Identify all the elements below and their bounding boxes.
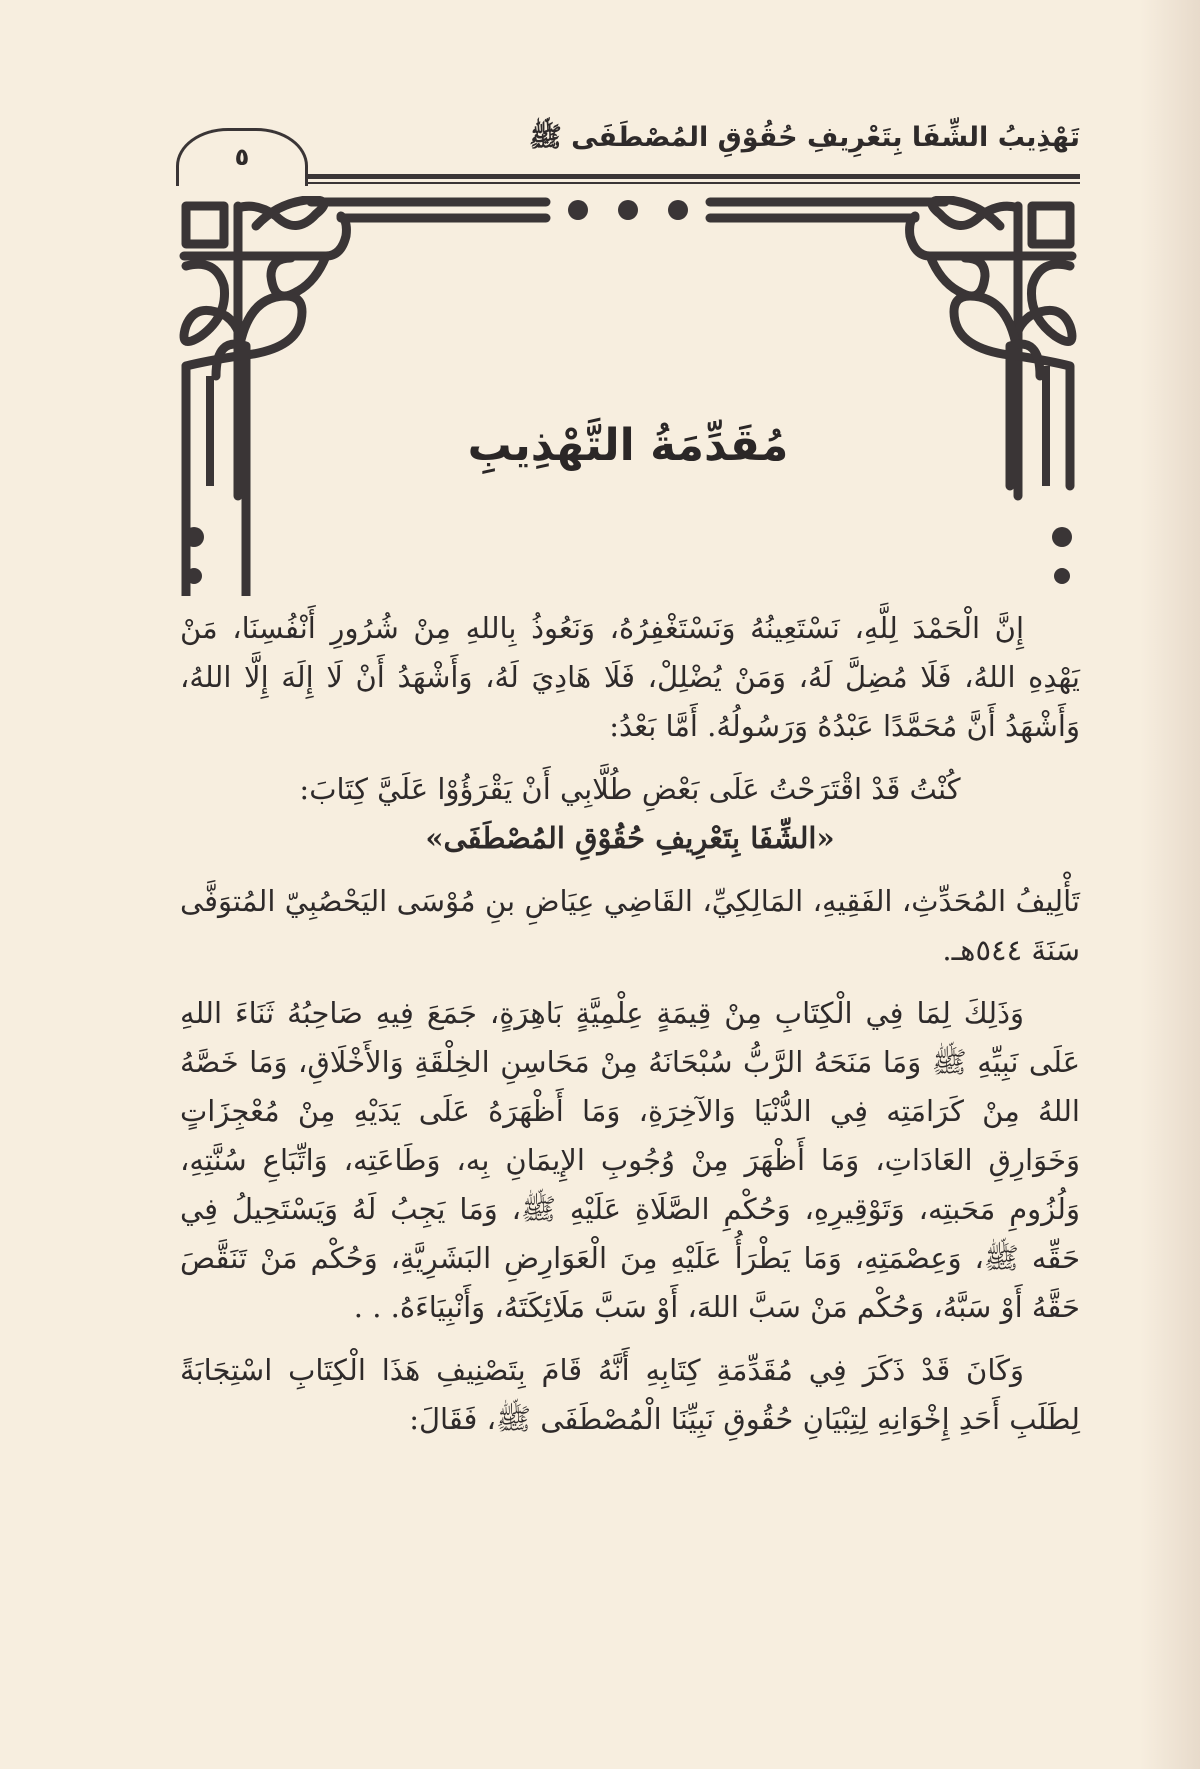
page-edge-shadow <box>1140 0 1200 1769</box>
paragraph-book-suggestion: كُنْتُ قَدْ اقْتَرَحْتُ عَلَى بَعْضِ طُلَّابِي أَنْ يَقْرَؤُوْا عَلَيَّ كِتَابَ: <box>299 772 961 806</box>
ornamental-chapter-frame <box>176 196 1080 596</box>
header-rule-thick <box>308 174 1080 179</box>
body-text <box>180 604 1080 1444</box>
header-rule-thin <box>308 182 1080 184</box>
paragraph-book-value: وَذَلِكَ لِمَا فِي الْكِتَابِ مِنْ قِيمَةٍ عِلْمِيَّةٍ بَاهِرَةٍ، جَمَعَ فِيهِ صَاحِبُهُ ثَنَاءَ اللهِ عَلَى نَبِيِّهِ ﷺ وَمَا مَنَحَهُ الرَّبُّ سُبْحَانَهُ مِنْ مَحَاسِنِ الخِلْقَةِ وَالأَخْلَاقِ، وَمَا خَصَّهُ اللهُ مِنْ كَرَامَتِه فِي الدُّنْيَا وَالآخِرَةِ، وَمَا أَظْهَرَهُ عَلَى يَدَيْهِ مِنْ مُعْجِزَاتٍ وَخَوَارِقِ العَادَاتِ، وَمَا أَظْهَرَ مِنْ وُجُوبِ الإِيمَانِ بِه، وَطَاعَتِه، وَاتِّبَاعِ سُنَّتِهِ، وَلُزُومِ مَحَبتِه، وَتَوْقِيرِهِ، وَحُكْمِ الصَّلَاةِ عَلَيْهِ ﷺ، وَمَا يَجِبُ لَهُ وَيَسْتَحِيلُ فِي حَقِّه ﷺ، وَعِصْمَتِهِ، وَمَا يَطْرَأُ عَلَيْهِ مِنَ الْعَوَارِضِ البَشَرِيَّةِ، وَحُكْم مَنْ تَنَقَّصَ حَقَّهُ أَوْ سَبَّهُ، وَحُكْم مَنْ سَبَّ اللهَ، أَوْ سَبَّ مَلَائِكَتَهُ، وَأَنْبِيَاءَهُ. . . <box>180 996 1080 1324</box>
paragraph-book-reason: وَكَانَ قَدْ ذَكَرَ فِي مُقَدِّمَةِ كِتَابِهِ أَنَّهُ قَامَ بِتَصْنِيفِ هَذَا الْكِتَابِ اسْتِجَابَةً لِطَلَبِ أَحَدِ إِخْوَانِهِ لِتِبْيَانِ حُقُوقِ نَبِيِّنَا الْمُصْطَفَى ﷺ، فَقَالَ: <box>180 1353 1080 1436</box>
running-header <box>176 120 1080 190</box>
paragraph-opening-praise: إِنَّ الْحَمْدَ لِلَّهِ، نَسْتَعِينُهُ وَنَسْتَغْفِرُهُ، وَنَعُوذُ بِاللهِ مِنْ شُرُورِ أَنْفُسِنَا، مَنْ يَهْدِهِ اللهُ، فَلَا مُضِلَّ لَهُ، وَمَنْ يُضْلِلْ، فَلَا هَادِيَ لَهُ، وَأَشْهَدُ أَنْ لَا إِلَهَ إِلَّا اللهُ، وَأَشْهَدُ أَنَّ مُحَمَّدًا عَبْدُهُ وَرَسُولُهُ. أَمَّا بَعْدُ: <box>180 611 1080 743</box>
paragraph-author: تَأْلِيفُ المُحَدِّثِ، الفَقِيهِ، المَالِكِيِّ، القَاضِي عِيَاضِ بنِ مُوْسَى اليَحْصُبِيّ المُتوَفَّى سَنَةَ ٥٤٤هـ. <box>180 884 1080 967</box>
ornament-frame-icon <box>176 196 1080 596</box>
page-number-tab <box>176 128 308 186</box>
page-number: ٥ <box>234 143 250 171</box>
book-title-quote: «الشِّفَا بِتَعْرِيفِ حُقُوْقِ المُصْطَفَى» <box>425 821 835 855</box>
running-header-title: تَهْذِيبُ الشِّفَا بِتَعْرِيفِ حُقُوْقِ المُصْطَفَى ﷺ <box>529 122 1080 153</box>
chapter-title: مُقَدِّمَةُ التَّهْذِيبِ <box>467 420 789 471</box>
